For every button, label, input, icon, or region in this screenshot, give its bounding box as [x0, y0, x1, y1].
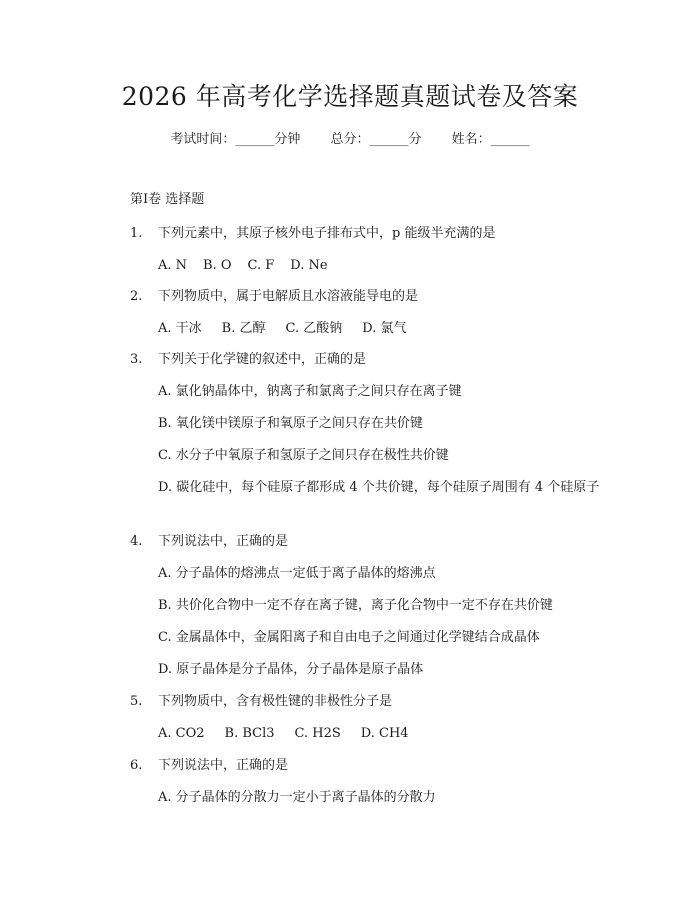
option-b: B. 氧化镁中镁原子和氧原子之间只存在共价键: [158, 416, 423, 431]
name-blank: ______: [490, 132, 530, 147]
option-c: C. F: [247, 258, 275, 273]
option-row: [158, 724, 425, 744]
option-a: A. CO2: [158, 726, 205, 741]
question-text: 下列说法中，正确的是: [158, 534, 289, 549]
question-text: 下列关于化学键的叙述中，正确的是: [158, 352, 367, 367]
option-row: [158, 256, 344, 276]
question-number: 2.: [130, 289, 143, 304]
score-unit: 分: [408, 132, 422, 147]
question-text: 下列物质中，含有极性键的非极性分子是: [158, 694, 393, 709]
option-b: B. 乙醇: [221, 321, 266, 336]
option-d: D. 碳化硅中，每个硅原子都形成 4 个共价键，每个硅原子周围有 4 个硅原子: [158, 480, 600, 495]
option-a: A. 分子晶体的熔沸点一定低于离子晶体的熔沸点: [158, 566, 436, 581]
option-d: D. 原子晶体是分子晶体，分子晶体是原子晶体: [158, 662, 424, 677]
option-a: A. 干冰: [158, 321, 202, 336]
option-a: A. N: [158, 258, 188, 273]
option-d: D. Ne: [290, 258, 328, 273]
option-b: B. BCl3: [224, 726, 275, 741]
option-row: [158, 319, 422, 339]
option-a: A. 氯化钠晶体中，钠离子和氯离子之间只存在离子键: [158, 384, 462, 399]
question-number: 1.: [130, 226, 143, 241]
option-c: C. 乙酸钠: [285, 321, 343, 336]
question-number: 6.: [130, 758, 143, 773]
option-d: D. CH4: [360, 726, 409, 741]
question-text: 下列说法中，正确的是: [158, 758, 289, 773]
question-number: 5.: [130, 694, 143, 709]
option-c: C. 水分子中氧原子和氢原子之间只存在极性共价键: [158, 448, 449, 463]
score-label: 总分：: [330, 132, 370, 147]
question-text: 下列物质中，属于电解质且水溶液能导电的是: [158, 289, 419, 304]
option-a: A. 分子晶体的分散力一定小于离子晶体的分散力: [158, 790, 436, 805]
time-blank: ______: [235, 132, 275, 147]
time-label: 考试时间：: [170, 132, 236, 147]
section-title: 第Ⅰ卷 选择题: [130, 192, 205, 207]
time-unit: 分钟: [274, 132, 301, 147]
option-c: C. 金属晶体中，金属阳离子和自由电子之间通过化学键结合成晶体: [158, 630, 540, 645]
name-label: 姓名：: [451, 132, 491, 147]
option-d: D. 氯气: [362, 321, 407, 336]
question-number: 4.: [130, 534, 143, 549]
question-text: 下列元素中，其原子核外电子排布式中，p 能级半充满的是: [158, 226, 496, 241]
option-c: C. H2S: [294, 726, 341, 741]
option-b: B. O: [203, 258, 232, 273]
question-number: 3.: [130, 352, 143, 367]
exam-meta: [0, 130, 700, 150]
page-title: 2026 年高考化学选择题真题试卷及答案: [121, 82, 579, 111]
option-b: B. 共价化合物中一定不存在离子键，离子化合物中一定不存在共价键: [158, 598, 553, 613]
score-blank: ______: [369, 132, 409, 147]
